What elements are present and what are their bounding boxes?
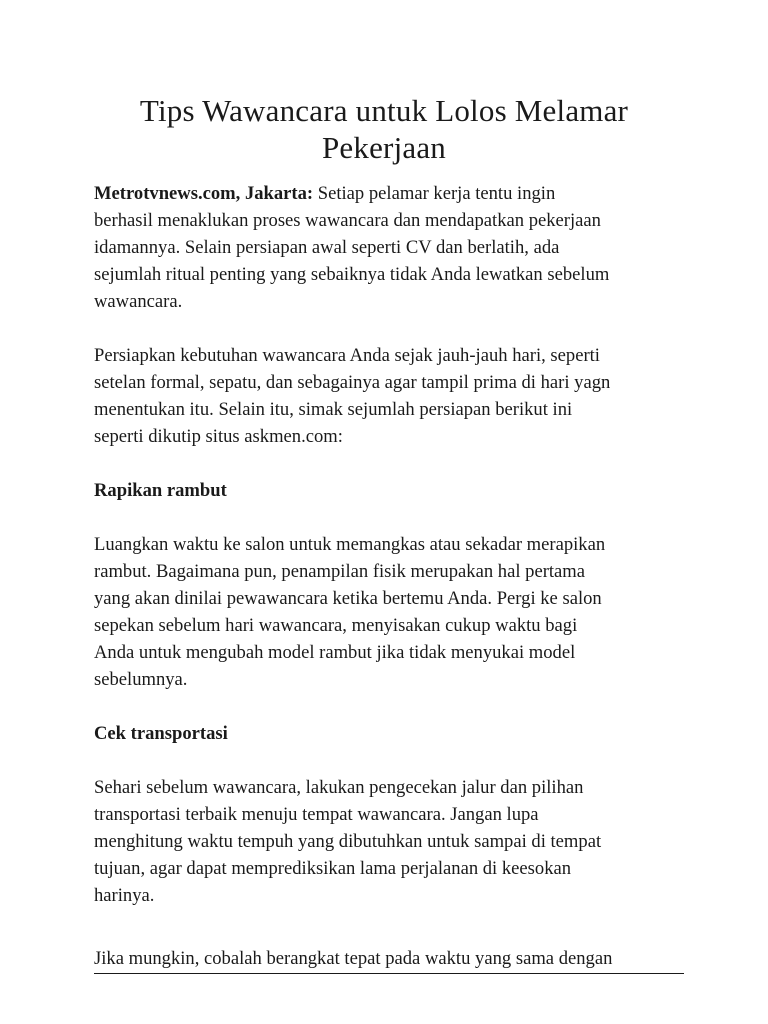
paragraph-preparation <box>94 342 694 450</box>
article-body <box>94 180 694 909</box>
article-title-line-1: Tips Wawancara untuk Lolos Melamar <box>139 93 629 128</box>
paragraph-line: seperti dikutip situs askmen.com: <box>94 426 343 447</box>
paragraph-line: Setiap pelamar kerja tentu ingin <box>313 183 556 204</box>
paragraph-line: Persiapkan kebutuhan wawancara Anda sejak jauh-jauh hari, seperti <box>94 345 600 366</box>
paragraph-spacer <box>94 315 694 342</box>
article-title-line-2: Pekerjaan <box>321 130 446 165</box>
paragraph-line: sebelumnya. <box>94 669 188 690</box>
paragraph-line: harinya. <box>94 885 155 906</box>
section-heading-rapikan-rambut: Rapikan rambut <box>94 480 227 501</box>
paragraph-line: wawancara. <box>94 291 183 312</box>
paragraph-transport <box>94 774 694 909</box>
paragraph-spacer <box>94 693 694 720</box>
paragraph-line: rambut. Bagaimana pun, penampilan fisik merupakan hal pertama <box>94 561 586 582</box>
paragraph-line: Sehari sebelum wawancara, lakukan pengecekan jalur dan pilihan <box>94 777 584 798</box>
paragraph-line: sejumlah ritual penting yang sebaiknya tidak Anda lewatkan sebelum <box>94 264 610 285</box>
paragraph-line: Luangkan waktu ke salon untuk memangkas atau sekadar merapikan <box>94 534 606 555</box>
paragraph-line: yang akan dinilai pewawancara ketika bertemu Anda. Pergi ke salon <box>94 588 602 609</box>
section-heading-cek-transportasi: Cek transportasi <box>94 723 228 744</box>
paragraph-intro <box>94 180 694 315</box>
paragraph-hair <box>94 531 694 693</box>
paragraph-line: Anda untuk mengubah model rambut jika tidak menyukai model <box>94 642 576 663</box>
paragraph-line: idamannya. Selain persiapan awal seperti CV dan berlatih, ada <box>94 237 560 258</box>
paragraph-line: menentukan itu. Selain itu, simak sejumlah persiapan berikut ini <box>94 399 573 420</box>
truncated-last-line: Jika mungkin, cobalah berangkat tepat pada waktu yang sama dengan <box>94 945 684 974</box>
paragraph-line: transportasi terbaik menuju tempat wawancara. Jangan lupa <box>94 804 539 825</box>
paragraph-line: setelan formal, sepatu, dan sebagainya agar tampil prima di hari yagn <box>94 372 611 393</box>
paragraph-spacer <box>94 450 694 477</box>
article-title <box>94 92 674 166</box>
paragraph-line: menghitung waktu tempuh yang dibutuhkan untuk sampai di tempat <box>94 831 602 852</box>
paragraph-line: tujuan, agar dapat memprediksikan lama perjalanan di keesokan <box>94 858 572 879</box>
paragraph-spacer <box>94 747 694 774</box>
source-dateline: Metrotvnews.com, Jakarta: <box>94 183 314 204</box>
paragraph-line: sepekan sebelum hari wawancara, menyisakan cukup waktu bagi <box>94 615 578 636</box>
paragraph-line: berhasil menaklukan proses wawancara dan mendapatkan pekerjaan <box>94 210 601 231</box>
paragraph-spacer <box>94 504 694 531</box>
